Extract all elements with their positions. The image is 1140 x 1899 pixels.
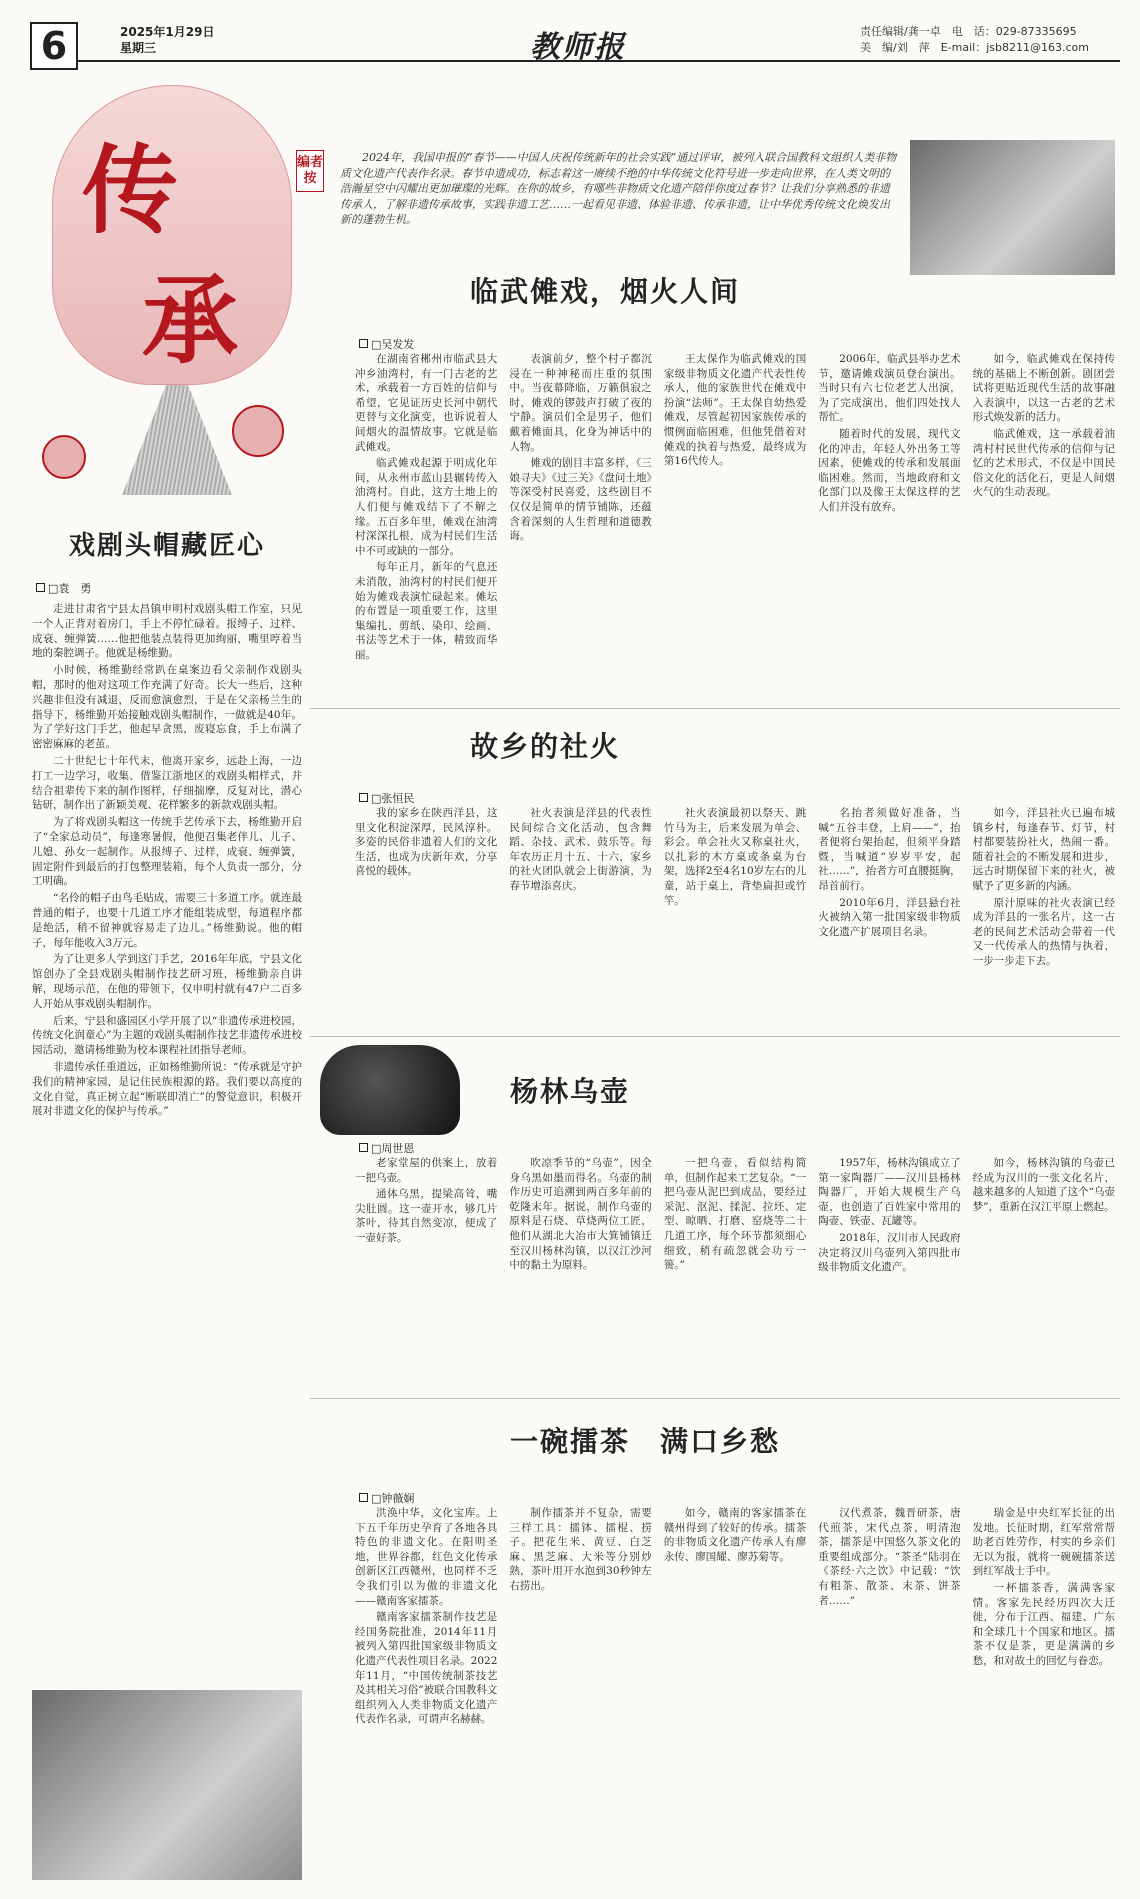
tassel-illustration (122, 385, 232, 495)
banner-char-2: 承 (142, 264, 238, 377)
section-divider (310, 708, 1120, 709)
section-divider (310, 1036, 1120, 1037)
section-banner (32, 75, 302, 505)
wuhu-teapot-photo (320, 1045, 460, 1135)
flower-icon (42, 435, 86, 479)
article-title-2: 故乡的社火 (470, 730, 621, 763)
byline-2: □张恒民 (359, 790, 414, 806)
article-title-4: 一碗擂茶 满口乡愁 (510, 1425, 781, 1458)
issue-date: 2025年1月29日 星期三 (120, 25, 215, 55)
editor-note: 编者按 2024年，我国申报的“春节——中国人庆祝传统新年的社会实践”通过评审，被列入联合国教科文组织人类非物质文化遗产代表作名录。春节申遗成功，标志着这一赓续不绝的中华传统文化符号进一步走向世界，在人类文明的浩瀚星空中闪耀出更加璀璨的光辉。在你的故乡，有哪些非物质文化遗产陪伴你度过春节？让我们分享熟悉的非遗传承人，了解非遗传承故事，实践非遗工艺……一起看见非遗、体验非遗、传承非遗，让中华优秀传统文化焕发出新的蓬勃生机。 (297, 151, 897, 226)
article-title-1: 临武傩戏，烟火人间 (470, 275, 741, 308)
article-body-1: 在湖南省郴州市临武县大冲乡油湾村，有一门古老的艺术，承载着一方百姓的信仰与希望，它见证历史长河中朝代更替与文化演变，也诉说着人间烟火的温情故事。它就是临武傩戏。 临武傩戏起源于明成化年间，从永州市蓝山县辗转传入油湾村。自此，这方土地上的人们便与傩戏结下了不解之缘。五百多年里，傩戏在油湾村深深扎根，成为村民们生活中不可或缺的一部分。 每年正月，新年的气息还未消散，油湾村的村民们便开始为傩戏表演忙碌起来。傩坛的布置是一项重要工作，这里集编扎、剪纸、染印、绘画、书法等艺术于一体，精致而华丽。 表演前夕，整个村子都沉浸在一种神秘而庄重的氛围中。当夜幕降临，万籁俱寂之时，傩戏的锣鼓声打破了夜的宁静。演员们全是男子，他们戴着傩面具，化身为神话中的人物。 傩戏的剧目丰富多样，《三娘寻夫》《过三关》《盘问土地》等深受村民喜爱，这些剧目不仅仅是简单的情节铺陈，还蕴含着深刻的人生哲理和道德教诲。 王太保作为临武傩戏的国家级非物质文化遗产代表性传承人，他的家族世代在傩戏中扮演“法师”。王太保自幼热爱傩戏，尽管起初因家族传承的惯例面临困难，但他凭借着对傩戏的执着与热爱，最终成为第16代传人。 2006年，临武县举办艺术节，邀请傩戏演员登台演出。当时只有六七位老艺人出演，为了完成演出，他们四处找人帮忙。 随着时代的发展，现代文化的冲击，年轻人外出务工等因素，使傩戏的传承和发展面临困难。然而，当地政府和文化部门以及像王太保这样的艺人们并没有放弃。 如今，临武傩戏在保持传统的基础上不断创新。剧团尝试将更贴近现代生活的故事融入表演中，以这一古老的艺术形式焕发新的活力。 临武傩戏，这一承载着油湾村村民世代传承的信仰与记忆的艺术形式，不仅是中国民俗文化的活化石，更是人间烟火气的生动表现。 (355, 353, 1115, 661)
page-number: 6 (30, 22, 78, 70)
editor-note-tag: 编者按 (296, 150, 324, 192)
article-body-4: 洪涣中华，文化宝库。上下五千年历史孕育了各地各具特色的非遗文化。在阳明圣地，世界谷都，红色文化传承创新区江西赣州，也同样不乏令我们引以为傲的非遗文化——赣南客家擂茶。 赣南客家擂茶制作技艺是经国务院批准，2014年11月被列入第四批国家级非物质文化遗产代表性项目名录。2022年11月，“中国传统制茶技艺及其相关习俗”被联合国教科文组织列入人类非物质文化遗产代表作名录，可谓声名赫赫。 制作擂茶并不复杂，需要三样工具：擂钵、擂棍、捞子。把花生米、黄豆、白芝麻、黑芝麻、大米等分别炒熟，茶叶用开水泡到30秒钟左右捞出。 如今，赣南的客家擂茶在赣州得到了较好的传承。擂茶的非物质文化遗产传承人有廖永传、廖国耀、廖苏菊等。 汉代煮茶，魏晋研茶，唐代煎茶，宋代点茶，明清泡茶，擂茶是中国悠久茶文化的重要组成部分。“茶圣”陆羽在《茶经·六之饮》中记载：“饮有粗茶、散茶、末茶、饼茶者……” 瑞金是中央红军长征的出发地。长征时期，红军常常帮助老百姓劳作，村实的乡亲们无以为报，就将一碗碗擂茶送到红军战士手中。 一杯擂茶香，满满客家情。客家先民经历四次大迁徙，分布于江西、福建、广东和全球几十个国家和地区。擂茶不仅是茶，更是满满的乡愁，和对故土的回忆与眷恋。 (355, 1507, 1115, 1726)
left-byline: □袁 勇 (36, 580, 302, 596)
masthead: 教师报 (530, 30, 626, 65)
byline-1: □吴发发 (359, 336, 414, 352)
flower-icon (232, 405, 284, 457)
article-title-3: 杨林乌壶 (510, 1075, 631, 1108)
banner-char-1: 传 (82, 134, 178, 247)
byline-4: □钟薇娴 (359, 1490, 414, 1506)
byline-3: □周世恩 (359, 1140, 414, 1156)
section-divider (310, 1398, 1120, 1399)
article-body-3: 老家堂屋的供案上，放着一把乌壶。 通体乌黑，提梁高耸，嘴尖肚圆。这一壶开水，够几片茶叶，待其自然变凉，便成了一壶好茶。 吹凉季节的“乌壶”，因全身乌黑如墨而得名。乌壶的制作历史可追溯到两百多年前的乾隆末年。据说，制作乌壶的原料是石烧、草烧两位工匠，他们从湖北大冶市大箕铺镇迁至汉川杨林沟镇，以汉江沙河中的黏土为原料。 一把乌壶，看似结构简单，但制作起来工艺复杂。“一把乌壶从泥巴到成品，要经过采泥、沤泥、揉泥、拉坯、定型、晾晒、打磨、窑烧等二十几道工序，每个环节都须细心细致，稍有疏忽就会功亏一篑。” 1957年，杨林沟镇成立了第一家陶器厂——汉川县杨林陶器厂，开始大规模生产乌壶，也创造了百姓家中常用的陶壶、铁壶、瓦罐等。 2018年，汉川市人民政府决定将汉川乌壶列入第四批市级非物质文化遗产。 如今，杨林沟镇的乌壶已经成为汉川的一张文化名片，越来越多的人知道了这个“乌壶梦”，重新在汉江平原上燃起。 (355, 1157, 1115, 1274)
left-column (32, 75, 302, 1121)
article-body-2: 我的家乡在陕西洋县，这里文化积淀深厚，民风淳朴。多姿的民俗非遗着人们的文化生活，也成为庆新年欢，分享喜悦的载体。 社火表演是洋县的代表性民间综合文化活动，包含舞蹈、杂技、武术、鼓乐等。每年农历正月十五、十六，家乡的社火团队就会上街游演，为春节增添喜庆。 社火表演最初以祭天、跳竹马为主，后来发展为单会、彩会。单会社火又称桌社火，以扎彩的木方桌或条桌为台架，选择2至4名10岁左右的儿童，站于桌上，背垫扁担或竹竿。 名抬者须做好准备，当喊“五谷丰登，上肩——”，抬者便将台架抬起，但须平身踏暨，当喊道“岁岁平安，起社……”，抬者方可直腰挺胸，昂首前行。 2010年6月，洋县悬台社火被纳入第一批国家级非物质文化遗产扩展项目名录。 如今，洋县社火已遍布城镇乡村，每逢春节、灯节，村村都要装扮社火，热闹一番。随着社会的不断发展和进步，远古时期保留下来的社火，被赋予了更多新的内涵。 原汁原味的社火表演已经成为洋县的一张名片，这一古老的民间艺术活动会带着一代又一代传承人的热情与执着，一步一步走下去。 (355, 807, 1115, 967)
nuoxi-mask-photo (910, 140, 1115, 275)
craftsman-photo (32, 1690, 302, 1880)
page-header (30, 22, 1120, 68)
staff-info: 责任编辑/龚一卓 电 话：029-87335695 美 编/刘 萍 E-mail：jsb8211@163.com (860, 25, 1089, 54)
left-article-title: 戏剧头帽藏匠心 (68, 531, 265, 561)
left-article-body: 走进甘肃省宁县太昌镇申明村戏剧头帽工作室，只见一个人正背对着房门，手上不停忙碌着。报缚子、过样、成衰、缠弹簧……他把他装点装得更加绚丽，嘴里哼着当地的秦腔调子。他就是杨维勤。 小时候，杨维勤经常趴在桌案边看父亲制作戏剧头帽，那时的他对这项工作充满了好奇。长大一些后，这种兴趣非但没有减退，反而愈演愈烈，于是在父亲杨兰生的指导下，杨维勤开始接触戏剧头帽制作，一做就是40年。为了学好这门手艺，他起早贪黑，废寝忘食，手上布满了密密麻麻的老茧。 二十世纪七十年代末，他离开家乡，远赴上海，一边打工一边学习，收集、借鉴江浙地区的戏剧头帽样式，并结合祖辈传下来的制作图样，仔细揣摩，反复对比，潜心钻研，制作出了新颖美观、花样繁多的新款戏剧头帽。 为了将戏剧头帽这一传统手艺传承下去，杨维勤开启了“全家总动员”，每逢寒暑假，他便召集老伴儿、儿子、儿媳、孙女一起制作。从报缚子、过样，成衰、缠弹簧，固定附件到最后的打包整理装箱，每个人负责一部分，分工明确。 “名伶的帽子由鸟毛贴成，需要三十多道工序。就连最普通的帽子，也要十几道工序才能组装成型，每道程序都是绝活，稍不留神就容易走了边儿。”杨维勤说。他的帽子，每年能收入3万元。 为了让更多人学到这门手艺，2016年年底，宁县文化馆创办了全县戏剧头帽制作技艺研习班，杨维勤亲自讲解，现场示范，在他的带领下，仅申明村就有47户二百多人开始从事戏剧头帽制作。 后来，宁县和盛园区小学开展了以“非遗传承进校园，传统文化润童心”为主题的戏剧头帽制作技艺非遗传承进校园活动，邀请杨维勤为校本课程社团指导老师。 非遗传承任重道远，正如杨维勤所说：“传承就是守护我们的精神家园，是记住民族根源的路。我们要以高度的文化自觉，真正树立起“断联即消亡”的警觉意识，积极开展对非遗文化的保护与传承。” (32, 603, 302, 1118)
